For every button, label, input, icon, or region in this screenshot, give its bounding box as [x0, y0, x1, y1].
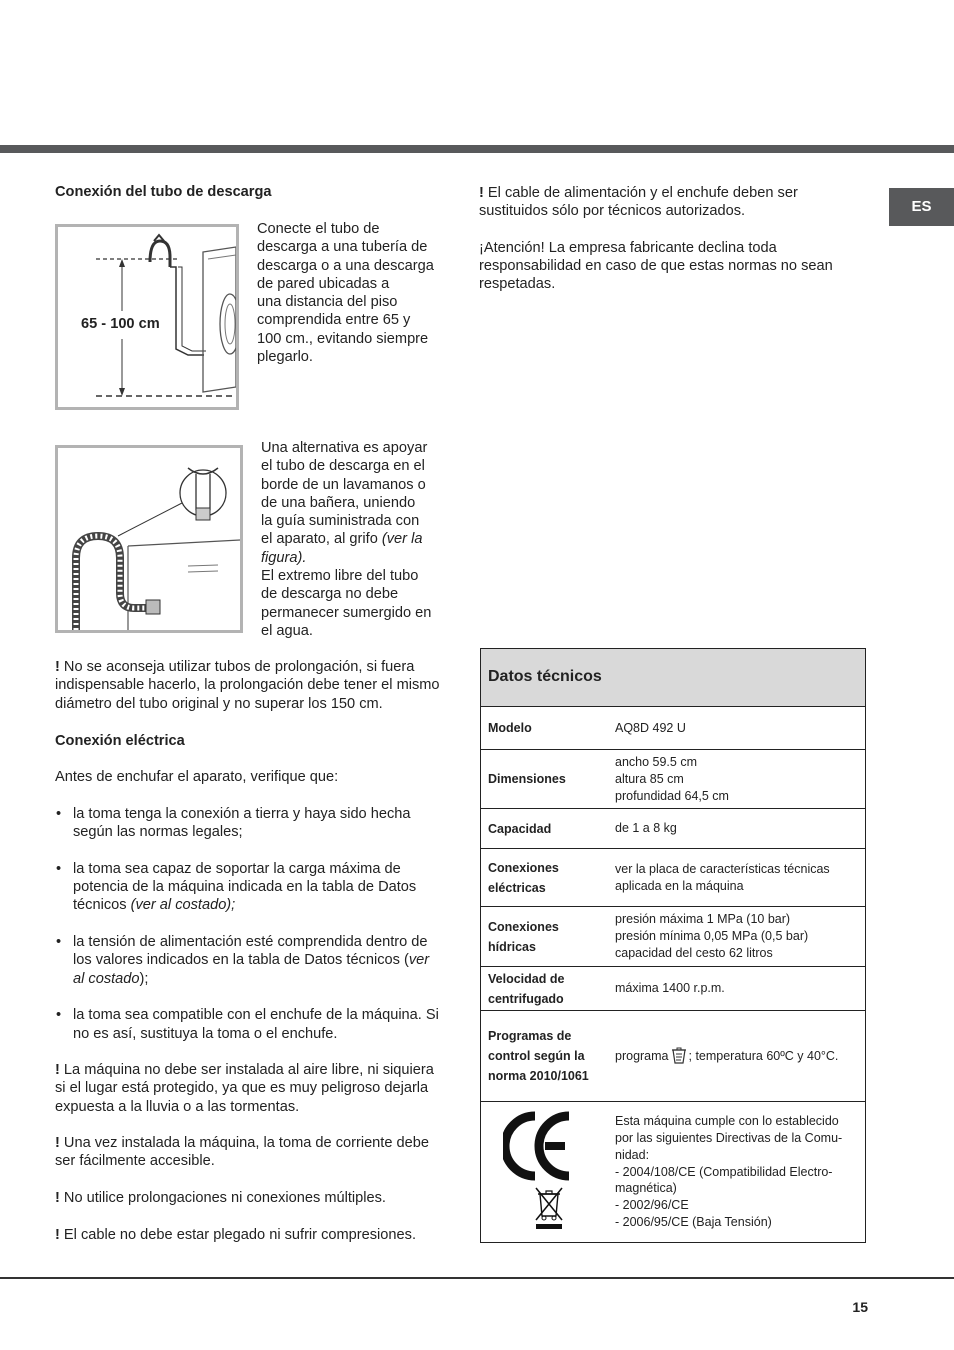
table-row: Programas de control según la norma 2010/1061 programa ; temperatura 60ºC y 40°C.: [481, 1011, 865, 1102]
cable-warning: ! El cable no debe estar plegado ni sufrir compresiones.: [55, 1226, 416, 1243]
weee-bin-icon: [533, 1186, 565, 1230]
language-tab: ES: [889, 188, 954, 226]
list-item: • la toma sea compatible con el enchufe de la máquina. Si no es así, sustituya la toma o el enchufe.: [55, 1006, 455, 1043]
height-label: 65 - 100 cm: [81, 316, 160, 332]
drain-paragraph-1: Conecte el tubo de descarga a una tubería de descarga o a una descarga de pared ubicadas a una distancia del piso comprendida entre 65 y 100 cm., evitando siempre plegarlo.: [257, 221, 434, 366]
right-column-text: [479, 184, 879, 294]
technical-data-table: [480, 648, 866, 1243]
ce-marking: [481, 1102, 615, 1242]
table-row: Conexiones hídricas presión máxima 1 MPa (10 bar) presión mínima 0,05 MPa (0,5 bar) capacidad del cesto 62 litros: [481, 907, 865, 967]
table-row: Velocidad de centrifugado máxima 1400 r.p.m.: [481, 967, 865, 1011]
drain-heading: Conexión del tubo de descarga: [55, 184, 272, 200]
list-item: • la tensión de alimentación esté comprendida dentro de los valores indicados en la tabla de Datos técnicos (ver al costado);: [55, 933, 455, 988]
list-item: • la toma sea capaz de soportar la carga máxima de potencia de la máquina indicada en la tabla de Datos técnicos (ver al costado);: [55, 860, 455, 915]
bottom-rule: [0, 1277, 954, 1279]
table-title: Datos técnicos: [481, 649, 865, 707]
table-row: Modelo AQ8D 492 U: [481, 707, 865, 750]
table-row: Dimensiones ancho 59.5 cm altura 85 cm profundidad 64,5 cm: [481, 750, 865, 809]
electric-intro: Antes de enchufar el aparato, verifique que:: [55, 769, 339, 785]
outdoor-warning: ! La máquina no debe ser instalada al aire libre, ni siquiera si el lugar está protegido, ya que es muy peligroso dejarla expuesta a la lluvia o a las tormentas.: [55, 1062, 434, 1115]
program-icon: [670, 1047, 688, 1065]
table-row: Capacidad de 1 a 8 kg: [481, 809, 865, 849]
extension-cord-warning: ! No utilice prolongaciones ni conexiones múltiples.: [55, 1190, 386, 1207]
electric-heading: Conexión eléctrica: [55, 733, 185, 749]
page-number: 15: [852, 1299, 868, 1315]
drain-sink-figure: [55, 445, 243, 633]
electric-checklist: [55, 805, 455, 1061]
cable-replacement-warning: ! El cable de alimentación y el enchufe deben ser sustituidos sólo por técnicos autorizados.: [479, 185, 798, 220]
top-bar: [0, 145, 954, 153]
attention-notice: ¡Atención! La empresa fabricante declina toda responsabilidad en caso de que estas normas no sean respetadas.: [479, 239, 833, 293]
electric-warnings: [55, 1061, 455, 1262]
table-row: Esta máquina cumple con lo establecido por las siguientes Directivas de la Comu- nidad: - 2004/108/CE (Compatibilidad Electro- magnética) - 2002/96/CE - 2006/95/CE (Baja Tensión): [481, 1102, 865, 1242]
socket-warning: ! Una vez instalada la máquina, la toma de corriente debe ser fácilmente accesible.: [55, 1135, 429, 1170]
drain-paragraph-2: Una alternativa es apoyar el tubo de descarga en el borde de un lavamanos o de una bañera, uniendo la guía suministrada con el aparato, al grifo (ver la figura). El extremo libre del tubo de descarga no debe permanecer sumergido en el agua.: [261, 440, 432, 639]
list-item: • la toma tenga la conexión a tierra y haya sido hecha según las normas legales;: [55, 805, 455, 842]
table-row: Conexiones eléctricas ver la placa de características técnicas aplicada en la máquina: [481, 849, 865, 907]
extension-warning: ! No se aconseja utilizar tubos de prolongación, si fuera indispensable hacerlo, la prolongación debe tener el mismo diámetro del tubo original y no superar los 150 cm.: [55, 659, 440, 712]
ce-mark-icon: [503, 1110, 573, 1182]
